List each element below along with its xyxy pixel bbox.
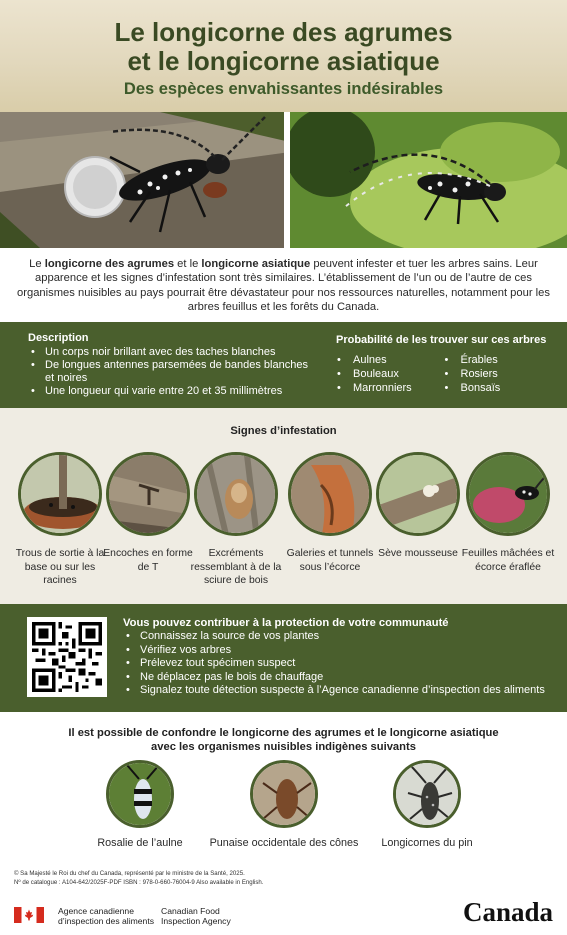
qr-code[interactable] (27, 617, 107, 697)
page-title (0, 18, 567, 76)
look-alikes-title (0, 727, 567, 754)
description-band (0, 322, 567, 408)
help-item: • Prélevez tout spécimen suspect (123, 657, 553, 671)
copyright-line-2: Nº de catalogue : A104-642/2025F-PDF ISBN : 978-0-660-76004-9 Also available in English. (14, 879, 264, 886)
signs-section (0, 408, 567, 604)
agency-en-line-2: Inspection Agency (161, 916, 231, 926)
tree-item: • Marronniers (336, 381, 444, 395)
host-trees-title: Probabilité de les trouver sur ces arbres (336, 334, 547, 346)
page-subtitle: Des espèces envahissantes indésirables (123, 80, 444, 98)
look-alike-label: Rosalie de l’aulne (97, 837, 183, 849)
title-line-1: Le longicorne des agrumes (114, 17, 453, 47)
sign-label: Sève mousseuse (378, 548, 458, 559)
intro-bold-asian: longicorne asiatique (201, 258, 311, 270)
signs-title: Signes d’infestation (230, 425, 337, 437)
intro-bold-citrus: longicorne des agrumes (44, 258, 175, 270)
sign-t-notches (100, 452, 196, 574)
intro-text-1: Le (29, 258, 45, 270)
sign-label: Feuilles mâchées et écorce éraflée (461, 548, 555, 573)
help-item: • Signalez toute détection suspecte à l’Agence canadienne d’inspection des aliments (123, 684, 553, 698)
sign-chewed-leaves (460, 452, 556, 574)
help-item: • Connaissez la source de vos plantes (123, 630, 553, 644)
look-alike-photo (106, 760, 174, 828)
intro-text-3: peuvent infester et tuer les arbres sains. Leur apparence et les signes d’infestation sont très similaires. L’établissement de l’un ou de l’autre de ces organismes nuisibles au pays pourrait être dévastateur pour nos ressources naturelles, notamment pour les arbres feuillus et les forêts du Canada. (17, 258, 550, 314)
asian-longhorn-beetle-photo (290, 112, 567, 248)
look-alike-label: Punaise occidentale des cônes (209, 837, 359, 849)
agency-name-french (58, 906, 154, 926)
look-alike-label: Longicornes du pin (381, 837, 473, 849)
beetle-photos (0, 112, 567, 248)
sign-label: Trous de sortie à la base ou sur les racines (15, 548, 105, 586)
host-trees-column-2 (444, 353, 552, 395)
help-item: • Vérifiez vos arbres (123, 644, 553, 658)
sign-label: Encoches en forme de T (103, 548, 193, 573)
tree-item: • Bouleaux (336, 367, 444, 381)
sign-label: Excréments ressemblant à de la sciure de bois (190, 548, 282, 586)
copyright-notice (14, 869, 264, 887)
help-item: • Ne déplacez pas le bois de chauffage (123, 671, 553, 685)
citrus-longhorn-beetle-photo (0, 112, 290, 248)
intro-paragraph (16, 257, 551, 315)
agency-name-english (161, 906, 231, 926)
description-item: • De longues antennes parsemées de bandes blanches et noires (28, 359, 318, 385)
agency-fr-line-1: Agence canadienne (58, 906, 134, 916)
description-item: • Une longueur qui varie entre 20 et 35 millimètres (28, 385, 318, 398)
tree-item: • Aulnes (336, 353, 444, 367)
sign-frothy-sap (370, 452, 466, 561)
sign-photo (288, 452, 372, 536)
look-alike-pine-sawyers (337, 760, 517, 849)
canada-flag-icon (14, 907, 44, 923)
sign-photo (18, 452, 102, 536)
host-trees-column-1 (336, 353, 444, 395)
look-alike-photo (393, 760, 461, 828)
title-line-2: et le longicorne asiatique (127, 46, 440, 76)
canada-wordmark: Canada (462, 897, 553, 927)
header-banner (0, 0, 567, 112)
look-alikes-title-line-2: avec les organismes nuisibles indigènes suivants (151, 740, 416, 753)
sign-frass (188, 452, 284, 588)
sign-photo (466, 452, 550, 536)
sign-photo (376, 452, 460, 536)
agency-fr-line-2: d’inspection des aliments (58, 916, 155, 926)
look-alikes-title-line-1: Il est possible de confondre le longicorne des agrumes et le longicorne asiatique (68, 727, 499, 739)
sign-photo (194, 452, 278, 536)
description-item: • Un corps noir brillant avec des taches blanches (28, 346, 318, 359)
help-title: Vous pouvez contribuer à la protection de votre communauté (123, 617, 449, 629)
intro-text-2: et le (174, 258, 202, 270)
tree-item: • Rosiers (444, 367, 552, 381)
sign-photo (106, 452, 190, 536)
copyright-line-1: © Sa Majesté le Roi du chef du Canada, représenté par le ministre de la Santé, 2025. (14, 870, 245, 877)
sign-label: Galeries et tunnels sous l’écorce (286, 548, 374, 573)
sign-galleries (282, 452, 378, 574)
agency-en-line-1: Canadian Food (161, 906, 220, 916)
look-alike-photo (250, 760, 318, 828)
sign-exit-holes (12, 452, 108, 588)
tree-item: • Érables (444, 353, 552, 367)
tree-item: • Bonsaïs (444, 381, 552, 395)
description-title: Description (28, 332, 89, 344)
description-section (28, 332, 318, 398)
help-section (123, 617, 553, 698)
host-trees-section (336, 334, 551, 395)
help-band (0, 604, 567, 712)
